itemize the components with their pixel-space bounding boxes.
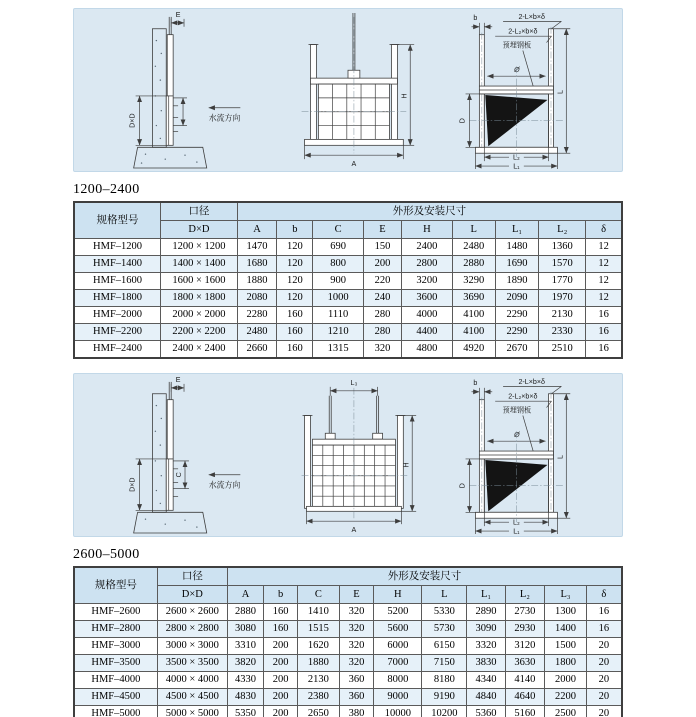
table-row [74, 655, 622, 672]
dim-cell: 2130 [298, 672, 340, 689]
bore-cell: 4500 × 4500 [157, 689, 227, 706]
dim-cell: 320 [339, 655, 374, 672]
dim-cell: 5330 [422, 604, 467, 621]
dim-label-e: E [175, 10, 181, 19]
dim-cell: 2090 [495, 290, 538, 307]
dim-label-a: A [351, 526, 357, 535]
side-view [129, 376, 241, 533]
model-cell: HMF–1400 [74, 256, 161, 273]
side-view [129, 11, 241, 168]
dim-cell: 2800 [402, 256, 452, 273]
table-row [74, 239, 622, 256]
dim-cell: 5730 [422, 621, 467, 638]
dim-label-a: A [351, 160, 357, 169]
dim-cell: 4330 [227, 672, 263, 689]
dim-cell: 5350 [227, 706, 263, 717]
dim-cell: 5200 [374, 604, 422, 621]
bore-cell: 2200 × 2200 [161, 324, 238, 341]
dim-label-h: H [402, 462, 411, 468]
dim-cell: 1570 [539, 256, 586, 273]
col-header-dims: 外形及安装尺寸 [237, 202, 622, 221]
dim-cell: 1300 [545, 604, 587, 621]
dim-cell: 900 [313, 273, 363, 290]
col-header-dim: C [313, 221, 363, 239]
dim-cell: 160 [277, 307, 313, 324]
dim-cell: 6000 [374, 638, 422, 655]
dim-cell: 20 [586, 706, 622, 717]
dim-cell: 12 [586, 239, 622, 256]
drawing-panel-2 [73, 373, 623, 537]
dim-cell: 16 [586, 341, 622, 359]
dim-cell: 1210 [313, 324, 363, 341]
col-header-dxd: D×D [157, 586, 227, 604]
col-header-dim: E [339, 586, 374, 604]
dim-cell: 2880 [227, 604, 263, 621]
dim-cell: 2080 [237, 290, 276, 307]
dim-cell: 360 [339, 689, 374, 706]
dim-cell: 2660 [237, 341, 276, 359]
model-cell: HMF–5000 [74, 706, 157, 717]
dim-cell: 4920 [452, 341, 495, 359]
dim-cell: 2000 [545, 672, 587, 689]
dim-label-b: b [473, 13, 478, 22]
note-embedded-plate: 预埋钢板 [502, 406, 532, 415]
dim-cell: 10200 [422, 706, 467, 717]
dim-cell: 3090 [467, 621, 505, 638]
dim-cell: 5160 [505, 706, 544, 717]
install-view [459, 378, 571, 536]
bore-cell: 2600 × 2600 [157, 604, 227, 621]
dim-cell: 4000 [402, 307, 452, 324]
dim-cell: 4400 [402, 324, 452, 341]
dim-cell: 2730 [505, 604, 544, 621]
dim-cell: 3200 [402, 273, 452, 290]
dim-label-d: D [458, 483, 467, 489]
bore-cell: 3500 × 3500 [157, 655, 227, 672]
dim-cell: 2510 [539, 341, 586, 359]
col-header-dim: A [227, 586, 263, 604]
dim-cell: 200 [363, 256, 401, 273]
dim-cell: 4830 [227, 689, 263, 706]
col-header-dim: A [237, 221, 276, 239]
dim-label-dia: Ø [514, 66, 520, 75]
bore-cell: 2000 × 2000 [161, 307, 238, 324]
bore-cell: 1600 × 1600 [161, 273, 238, 290]
dim-cell: 360 [339, 672, 374, 689]
col-header-dim: L [422, 586, 467, 604]
dim-cell: 20 [586, 689, 622, 706]
dim-cell: 2480 [237, 324, 276, 341]
flow-direction-label: 水流方向 [208, 113, 241, 123]
col-header-dim: C [298, 586, 340, 604]
gate-drawing-1 [74, 9, 622, 171]
front-view [302, 13, 415, 168]
dim-cell: 2890 [467, 604, 505, 621]
dim-cell: 3120 [505, 638, 544, 655]
dim-label-l: L [556, 454, 565, 459]
dim-cell: 16 [586, 604, 622, 621]
dim-cell: 2130 [539, 307, 586, 324]
dim-cell: 2200 [545, 689, 587, 706]
model-cell: HMF–1800 [74, 290, 161, 307]
dim-cell: 12 [586, 273, 622, 290]
bore-cell: 1400 × 1400 [161, 256, 238, 273]
table-row [74, 706, 622, 717]
dim-cell: 4100 [452, 324, 495, 341]
dim-cell: 690 [313, 239, 363, 256]
dim-cell: 1360 [539, 239, 586, 256]
col-header-dim: L₂ [505, 586, 544, 604]
note-inner-frame: 2-L₂×b×δ [508, 27, 538, 36]
dim-cell: 1890 [495, 273, 538, 290]
flow-direction-label: 水流方向 [208, 480, 241, 490]
dim-label-c: C [175, 472, 184, 478]
dim-cell: 380 [339, 706, 374, 717]
dim-label-l1: L₁ [513, 162, 520, 171]
dim-cell: 1410 [298, 604, 340, 621]
dim-cell: 10000 [374, 706, 422, 717]
dim-cell: 200 [264, 706, 298, 717]
dim-cell: 2280 [237, 307, 276, 324]
dim-cell: 2380 [298, 689, 340, 706]
table-row [74, 638, 622, 655]
dim-label-dxd: D×D [128, 113, 137, 128]
page-content [73, 0, 623, 717]
dim-label-dia: Ø [514, 431, 520, 440]
dim-cell: 1110 [313, 307, 363, 324]
dim-cell: 16 [586, 324, 622, 341]
dim-cell: 5360 [467, 706, 505, 717]
dim-cell: 1690 [495, 256, 538, 273]
col-header-dxd: D×D [161, 221, 238, 239]
dim-cell: 320 [339, 638, 374, 655]
dim-cell: 200 [264, 655, 298, 672]
dim-cell: 120 [277, 239, 313, 256]
dim-cell: 200 [264, 689, 298, 706]
dim-cell: 200 [264, 672, 298, 689]
section-heading-1: 1200–2400 [73, 182, 140, 197]
col-header-model: 规格型号 [74, 202, 161, 239]
dim-cell: 1620 [298, 638, 340, 655]
dim-cell: 20 [586, 638, 622, 655]
dim-cell: 4100 [452, 307, 495, 324]
col-header-dim: H [374, 586, 422, 604]
table-row [74, 621, 622, 638]
dim-cell: 3830 [467, 655, 505, 672]
note-outer-frame: 2-L×b×δ [518, 12, 545, 21]
dim-cell: 280 [363, 307, 401, 324]
dim-cell: 2330 [539, 324, 586, 341]
col-header-model: 规格型号 [74, 567, 157, 604]
dim-cell: 2500 [545, 706, 587, 717]
dim-cell: 800 [313, 256, 363, 273]
dim-cell: 220 [363, 273, 401, 290]
dim-cell: 12 [586, 290, 622, 307]
dim-cell: 2480 [452, 239, 495, 256]
gate-drawing-2 [74, 374, 622, 536]
spec-table-1200-2400 [73, 201, 623, 359]
col-header-dim: E [363, 221, 401, 239]
dim-cell: 9000 [374, 689, 422, 706]
dim-cell: 9190 [422, 689, 467, 706]
drawing-panel-1 [73, 8, 623, 172]
dim-cell: 1880 [298, 655, 340, 672]
dim-cell: 4840 [467, 689, 505, 706]
table-row [74, 290, 622, 307]
model-cell: HMF–3500 [74, 655, 157, 672]
dim-cell: 2290 [495, 307, 538, 324]
col-header-dim: L₁ [467, 586, 505, 604]
dim-cell: 1515 [298, 621, 340, 638]
table-row [74, 273, 622, 290]
model-cell: HMF–2000 [74, 307, 161, 324]
dim-cell: 320 [339, 604, 374, 621]
dim-cell: 5600 [374, 621, 422, 638]
table-row [74, 324, 622, 341]
dim-cell: 3600 [402, 290, 452, 307]
spec-table-2600-5000 [73, 566, 623, 717]
col-header-dim: b [277, 221, 313, 239]
dim-cell: 150 [363, 239, 401, 256]
dim-cell: 160 [264, 604, 298, 621]
dim-cell: 1315 [313, 341, 363, 359]
dim-cell: 1970 [539, 290, 586, 307]
col-header-dim: H [402, 221, 452, 239]
col-header-dim: L₂ [539, 221, 586, 239]
dim-cell: 4140 [505, 672, 544, 689]
table-row [74, 689, 622, 706]
dim-cell: 3690 [452, 290, 495, 307]
col-header-dim: δ [586, 221, 622, 239]
dim-cell: 3320 [467, 638, 505, 655]
dim-cell: 4800 [402, 341, 452, 359]
dim-label-l1: L₁ [513, 527, 520, 536]
dim-cell: 12 [586, 256, 622, 273]
col-header-dim: L [452, 221, 495, 239]
front-view [302, 379, 417, 534]
bore-cell: 1200 × 1200 [161, 239, 238, 256]
dim-cell: 8000 [374, 672, 422, 689]
dim-label-l3: L₃ [350, 378, 358, 387]
dim-cell: 160 [277, 341, 313, 359]
install-view [459, 13, 571, 171]
dim-cell: 240 [363, 290, 401, 307]
dim-cell: 2930 [505, 621, 544, 638]
bore-cell: 1800 × 1800 [161, 290, 238, 307]
table-row [74, 604, 622, 621]
col-header-bore: 口径 [157, 567, 227, 586]
dim-cell: 3630 [505, 655, 544, 672]
model-cell: HMF–3000 [74, 638, 157, 655]
dim-label-b: b [473, 378, 478, 387]
dim-cell: 1500 [545, 638, 587, 655]
dim-cell: 1400 [545, 621, 587, 638]
dim-label-l: L [556, 89, 565, 94]
dim-label-l2: L₂ [513, 153, 520, 162]
dim-cell: 16 [586, 307, 622, 324]
dim-cell: 7000 [374, 655, 422, 672]
dim-cell: 2670 [495, 341, 538, 359]
table-row [74, 256, 622, 273]
dim-cell: 1480 [495, 239, 538, 256]
model-cell: HMF–2200 [74, 324, 161, 341]
dim-label-dxd: D×D [128, 477, 137, 492]
note-inner-frame: 2-L₂×b×δ [508, 392, 538, 401]
col-header-dims: 外形及安装尺寸 [227, 567, 622, 586]
dim-label-h: H [400, 93, 409, 99]
dim-cell: 1770 [539, 273, 586, 290]
dim-cell: 1470 [237, 239, 276, 256]
dim-cell: 16 [586, 621, 622, 638]
model-cell: HMF–1200 [74, 239, 161, 256]
table-row [74, 341, 622, 359]
dim-cell: 280 [363, 324, 401, 341]
dim-cell: 120 [277, 273, 313, 290]
bore-cell: 2400 × 2400 [161, 341, 238, 359]
dim-cell: 3310 [227, 638, 263, 655]
dim-cell: 120 [277, 256, 313, 273]
dim-cell: 2400 [402, 239, 452, 256]
dim-cell: 4340 [467, 672, 505, 689]
col-header-dim: L₃ [545, 586, 587, 604]
bore-cell: 2800 × 2800 [157, 621, 227, 638]
model-cell: HMF–4500 [74, 689, 157, 706]
dim-cell: 8180 [422, 672, 467, 689]
model-cell: HMF–2600 [74, 604, 157, 621]
bore-cell: 5000 × 5000 [157, 706, 227, 717]
dim-cell: 160 [264, 621, 298, 638]
dim-cell: 20 [586, 672, 622, 689]
dim-cell: 320 [363, 341, 401, 359]
bore-cell: 4000 × 4000 [157, 672, 227, 689]
dim-cell: 120 [277, 290, 313, 307]
dim-cell: 6150 [422, 638, 467, 655]
dim-cell: 3080 [227, 621, 263, 638]
model-cell: HMF–2400 [74, 341, 161, 359]
table-row [74, 307, 622, 324]
model-cell: HMF–4000 [74, 672, 157, 689]
dim-cell: 2650 [298, 706, 340, 717]
dim-cell: 20 [586, 655, 622, 672]
model-cell: HMF–2800 [74, 621, 157, 638]
dim-label-e: E [175, 375, 181, 384]
dim-cell: 4640 [505, 689, 544, 706]
col-header-bore: 口径 [161, 202, 238, 221]
dim-cell: 320 [339, 621, 374, 638]
dim-cell: 3290 [452, 273, 495, 290]
note-embedded-plate: 预埋钢板 [502, 41, 532, 50]
dim-cell: 2880 [452, 256, 495, 273]
col-header-dim: δ [586, 586, 622, 604]
dim-cell: 200 [264, 638, 298, 655]
dim-cell: 2290 [495, 324, 538, 341]
col-header-dim: b [264, 586, 298, 604]
dim-cell: 1000 [313, 290, 363, 307]
dim-cell: 1680 [237, 256, 276, 273]
dim-cell: 1880 [237, 273, 276, 290]
dim-label-l2: L₂ [513, 518, 520, 527]
dim-label-d: D [458, 118, 467, 124]
model-cell: HMF–1600 [74, 273, 161, 290]
bore-cell: 3000 × 3000 [157, 638, 227, 655]
dim-cell: 7150 [422, 655, 467, 672]
dim-cell: 3820 [227, 655, 263, 672]
note-outer-frame: 2-L×b×δ [518, 377, 545, 386]
section-heading-2: 2600–5000 [73, 547, 140, 562]
col-header-dim: L₁ [495, 221, 538, 239]
table-row [74, 672, 622, 689]
dim-cell: 160 [277, 324, 313, 341]
dim-cell: 1800 [545, 655, 587, 672]
